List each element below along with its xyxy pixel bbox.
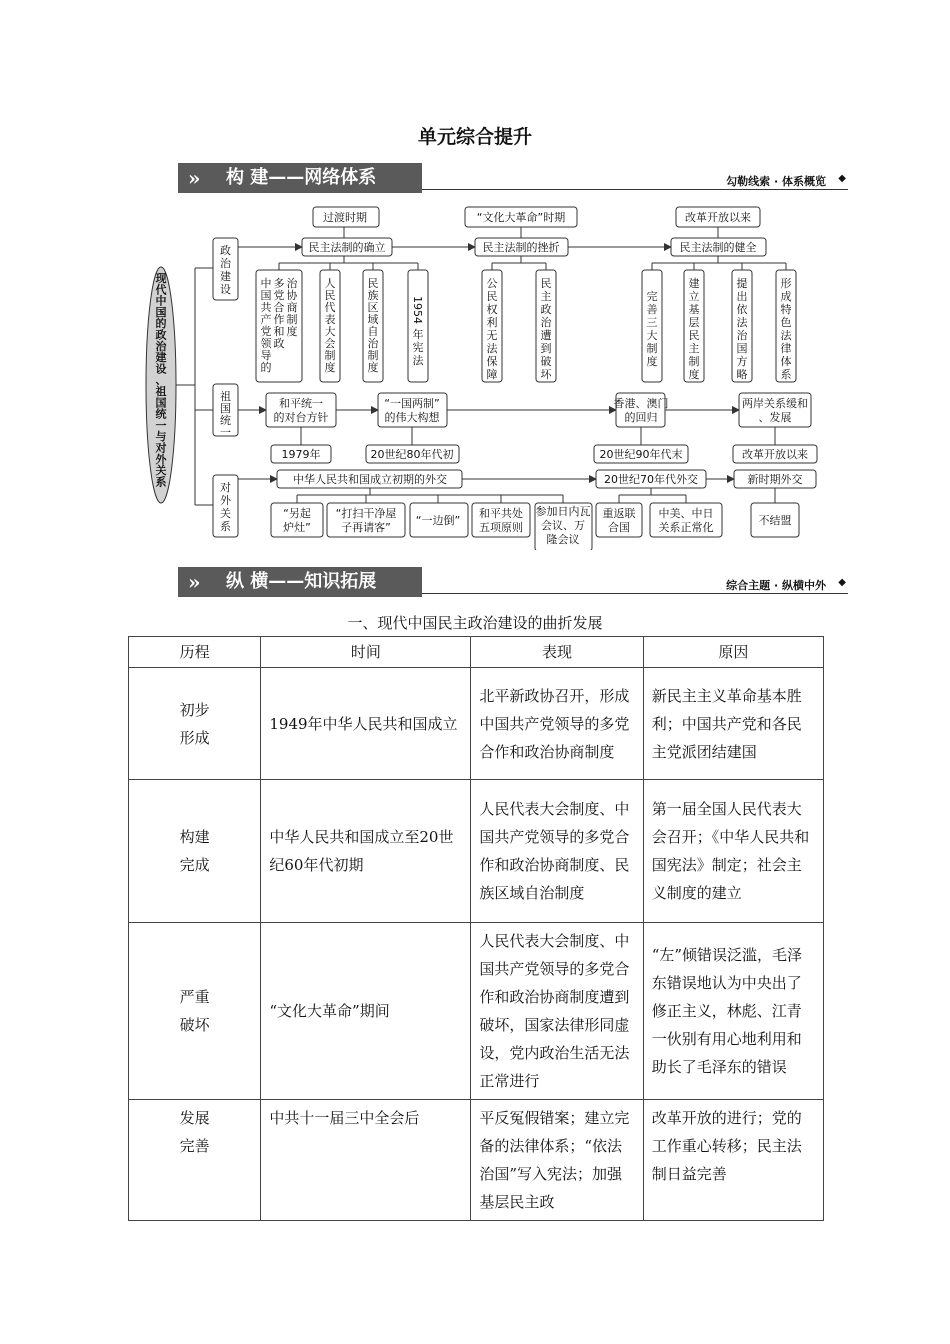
cell-performance: 北平新政协召开，形成中国共产党领导的多党合作和政治协商制度 [471,668,643,780]
section-banner-network [178,163,848,193]
politics-item-constitution: 1954 [411,296,424,324]
header-stage: 历程 [129,637,261,668]
header-time: 时间 [261,637,471,668]
period-cultural-revolution: “文化大革命”时期 [476,211,566,224]
table-row [129,1100,824,1221]
cell-reason: “左”倾错误泛滥，毛泽东错误地认为中央出了修正主义，林彪、江青一伙别有用心地利用和助长了毛泽东的错误 [643,923,823,1100]
foreign-item-five-principles: 和平共处五项原则 [479,507,523,534]
foreign-item-geneva-bandung: 参加日内瓦会议、万隆会议 [535,505,591,546]
politics-item-multiparty-a: 多党合作和政 [273,277,285,350]
knowledge-network-diagram [0,195,950,550]
cell-time: “文化大革命”期间 [261,923,471,1100]
politics-item-ccp-led: 中国共产党领导的 [260,277,272,374]
unity-item-hk-macau-return: 香港、澳门的回归 [613,397,669,424]
cell-time: 1949年中华人民共和国成立 [261,668,471,780]
cell-performance: 人民代表大会制度、中国共产党领导的多党合作和政治协商制度、民族区域自治制度 [471,780,643,923]
header-reason: 原因 [643,637,823,668]
diamond-icon: ◆ [838,173,846,184]
democracy-development-table [128,636,824,1221]
cell-reason: 新民主主义革命基本胜利；中国共产党和各民主党派团结建国 [643,668,823,780]
politics-item-multiparty-b: 治协商制度 [286,277,298,338]
reform-item-grassroots: 建立基层民主制度 [688,277,700,381]
cell-stage: 初步 形成 [129,668,261,780]
foreign-item-clean-house: “打扫干净屋子再请客” [335,507,397,534]
cell-performance: 人民代表大会制度、中国共产党领导的多党合作和政治协商制度遭到破坏，国家法律形同虚设，党内政治生活无法正常进行 [471,923,643,1100]
stage-setback: 民主法制的挫折 [482,241,560,254]
table-caption: 一、现代中国民主政治建设的曲折发展 [347,614,603,632]
root-label: 现代中国的政治建设、祖国统一与对外关系 [155,272,167,489]
branch-unity: 祖国统一 [220,390,231,439]
chevron-right-icon: » [188,570,201,594]
banner-rule [422,189,848,190]
foreign-item-lean-to-one-side: “一边倒” [415,514,461,527]
foreign-item-new-start: “另起炉灶” [283,507,311,534]
cell-performance: 平反冤假错案；建立完备的法律体系；“依法治国”写入宪法；加强基层民主政 [471,1100,643,1221]
politics-item-npc: 人民代表大会制度 [324,277,336,374]
banner-rule [422,593,848,594]
table-row [129,780,824,923]
politics-item-autonomy: 民族区域自治制度 [367,277,379,374]
stage-perfected: 民主法制的健全 [679,241,757,254]
diagram-root-node [146,267,176,503]
foreign-stage-new: 新时期外交 [747,473,803,486]
reform-item-three-systems: 完善三大制度 [646,290,658,368]
branch-foreign: 对外关系 [220,481,231,533]
cell-time: 中华人民共和国成立至20世纪60年代初期 [261,780,471,923]
cell-stage: 构建 完成 [129,780,261,923]
reform-item-legal-system: 形成特色法律体系 [780,277,792,381]
cell-reason: 第一届全国人民代表大会召开；《中华人民共和国宪法》制定；社会主义制度的建立 [643,780,823,923]
table-row [129,923,824,1100]
foreign-item-un-seat: 重返联合国 [602,507,636,534]
foreign-item-us-japan-normalization: 中美、中日关系正常化 [658,507,714,534]
unity-item-taiwan-policy: 和平统一的对台方针 [273,397,329,424]
banner-tag: 勾勒线索 · 体系概览 [726,175,826,188]
table-header-row [129,637,824,668]
setback-item-rights: 公民权利无法保障 [486,277,498,381]
cell-reason: 改革开放的进行；党的工作重心转移；民主法制日益完善 [643,1100,823,1221]
diamond-icon: ◆ [838,577,846,588]
period-reform: 改革开放以来 [685,211,751,224]
reform-item-rule-of-law: 提出依法治国方略 [736,277,748,381]
foreign-stage-early: 中华人民共和国成立初期的外交 [293,473,447,486]
header-performance: 表现 [471,637,643,668]
foreign-stage-70s: 20世纪70年代外交 [604,473,698,486]
unity-item-one-country-two-systems: “一国两制”的伟大构想 [384,397,440,424]
period-transition: 过渡时期 [323,211,367,224]
section-banner-knowledge [178,567,848,597]
unity-item-cross-strait: 两岸关系缓和、发展 [742,397,808,424]
setback-item-democracy: 民主政治遭到破坏 [540,277,552,381]
banner-heading: 构 建——网络体系 [226,167,377,188]
banner-heading: 纵 横——知识拓展 [226,571,377,592]
cell-stage: 发展 完善 [129,1100,261,1221]
unity-time-2: 20世纪80年代初 [370,448,454,461]
stage-established: 民主法制的确立 [308,241,386,254]
table-row [129,668,824,780]
unity-time-3: 20世纪90年代末 [599,448,683,461]
cell-time: 中共十一届三中全会后 [261,1100,471,1221]
politics-item-constitution-b: 年宪法 [412,328,424,367]
page-title: 单元综合提升 [417,126,532,148]
cell-stage: 严重 破坏 [129,923,261,1100]
foreign-new-item: 不结盟 [758,514,792,527]
chevron-right-icon: » [188,166,201,190]
unity-time-4: 改革开放以来 [742,448,808,461]
unity-time-1: 1979年 [281,448,321,461]
banner-tag: 综合主题 · 纵横中外 [726,579,826,592]
branch-politics: 政治建设 [220,244,231,296]
